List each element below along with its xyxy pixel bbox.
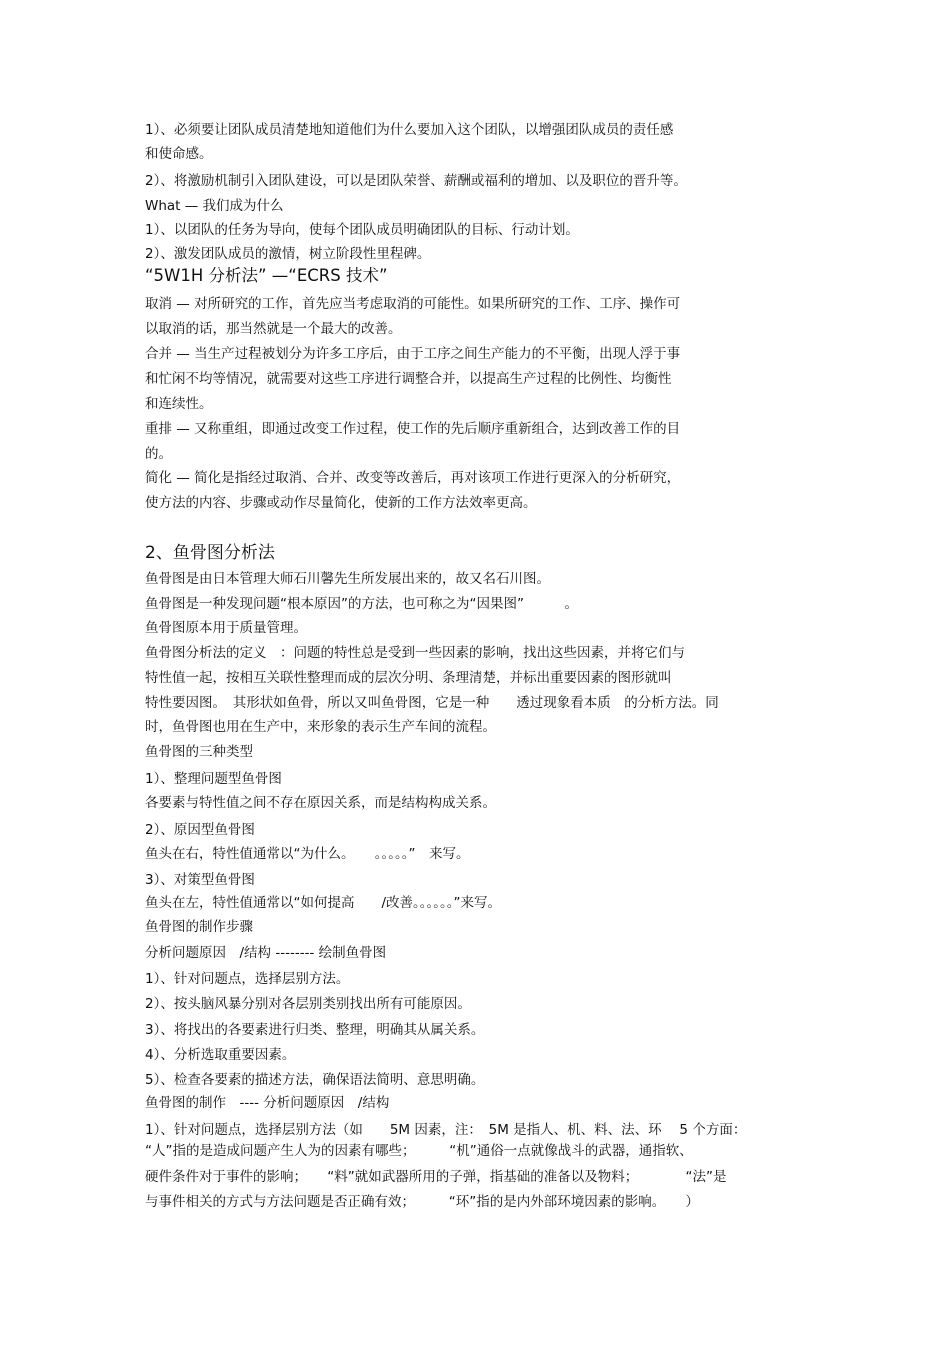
text-line: 1）、必须要让团队成员清楚地知道他们为什么要加入这个团队，以增强团队成员的责任感 bbox=[145, 122, 674, 138]
text-line: 鱼骨图的制作步骤 bbox=[145, 919, 253, 935]
text-line: What — 我们成为什么 bbox=[145, 198, 284, 214]
text-line: 鱼骨图原本用于质量管理。 bbox=[145, 620, 307, 636]
text-line: 重排 — 又称重组，即通过改变工作过程，使工作的先后顺序重新组合，达到改善工作的目 bbox=[145, 421, 681, 437]
text-line: 与事件相关的方式与方法问题是否正确有效； “环”指的是内外部环境因素的影响。 ） bbox=[145, 1194, 699, 1210]
text-line: 和连续性。 bbox=[145, 396, 213, 412]
text-line: 2）、激发团队成员的激情，树立阶段性里程碑。 bbox=[145, 246, 431, 262]
text-line: 1）、整理问题型鱼骨图 bbox=[145, 771, 282, 787]
text-line: 3）、将找出的各要素进行归类、整理，明确其从属关系。 bbox=[145, 1022, 485, 1038]
text-line: 合并 — 当生产过程被划分为许多工序后，由于工序之间生产能力的不平衡，出现人浮于事 bbox=[145, 346, 681, 362]
text-line: 鱼骨图是一种发现问题“根本原因”的方法，也可称之为“因果图” 。 bbox=[145, 596, 578, 612]
text-line: 时，鱼骨图也用在生产中，来形象的表示生产车间的流程。 bbox=[145, 719, 496, 735]
text-line: 的。 bbox=[145, 446, 172, 462]
text-line: 硬件条件对于事件的影响； “料”就如武器所用的子弹，指基础的准备以及物料； “法”是 bbox=[145, 1169, 727, 1185]
text-line: 使方法的内容、步骤或动作尽量简化，使新的工作方法效率更高。 bbox=[145, 495, 537, 511]
text-line: 鱼骨图的三种类型 bbox=[145, 744, 253, 760]
text-line: 5）、检查各要素的描述方法，确保语法简明、意思明确。 bbox=[145, 1072, 485, 1088]
text-line: 4）、分析选取重要因素。 bbox=[145, 1047, 296, 1063]
text-line: 2）、按头脑风暴分别对各层别类别找出所有可能原因。 bbox=[145, 996, 471, 1012]
text-line: 各要素与特性值之间不存在原因关系，而是结构构成关系。 bbox=[145, 795, 496, 811]
text-line: 鱼头在右，特性值通常以“为什么。 。。。。。” 来写。 bbox=[145, 846, 470, 862]
text-line: 取消 — 对所研究的工作，首先应当考虑取消的可能性。如果所研究的工作、工序、操作可 bbox=[145, 296, 681, 312]
text-line: 特性要因图。 其形状如鱼骨，所以又叫鱼骨图，它是一种 透过现象看本质 的分析方法。同 bbox=[145, 695, 719, 711]
text-line: 鱼骨图分析法的定义 ：问题的特性总是受到一些因素的影响，找出这些因素，并将它们与 bbox=[145, 645, 685, 661]
section-heading: “5W1H 分析法” —“ECRS 技术” bbox=[145, 266, 388, 285]
text-line: 2）、将激励机制引入团队建设，可以是团队荣誉、薪酬或福利的增加、以及职位的晋升等。 bbox=[145, 173, 687, 189]
text-line: 分析问题原因 /结构 -------- 绘制鱼骨图 bbox=[145, 945, 387, 961]
text-line: “人”指的是造成问题产生人为的因素有哪些； “机”通俗一点就像战斗的武器，通指软、 bbox=[145, 1143, 693, 1159]
text-line: 1）、针对问题点，选择层别方法（如 5M 因素，注： 5M 是指人、机、料、法、环 5 个方面： bbox=[145, 1122, 747, 1138]
text-line: 和忙闲不均等情况，就需要对这些工序进行调整合并，以提高生产过程的比例性、均衡性 bbox=[145, 371, 672, 387]
text-line: 3）、对策型鱼骨图 bbox=[145, 872, 255, 888]
text-line: 1）、针对问题点，选择层别方法。 bbox=[145, 971, 350, 987]
text-line: 2）、原因型鱼骨图 bbox=[145, 822, 255, 838]
text-line: 鱼头在左，特性值通常以“如何提高 /改善。。。。。。”来写。 bbox=[145, 895, 502, 911]
text-line: 特性值一起，按相互关联性整理而成的层次分明、条理清楚，并标出重要因素的图形就叫 bbox=[145, 670, 672, 686]
section-heading: 2、鱼骨图分析法 bbox=[145, 543, 275, 563]
text-line: 鱼骨图是由日本管理大师石川馨先生所发展出来的，故又名石川图。 bbox=[145, 571, 550, 587]
text-line: 以取消的话，那当然就是一个最大的改善。 bbox=[145, 321, 402, 337]
text-line: 和使命感。 bbox=[145, 146, 213, 162]
text-line: 1）、以团队的任务为导向，使每个团队成员明确团队的目标、行动计划。 bbox=[145, 222, 579, 238]
text-line: 鱼骨图的制作 ---- 分析问题原因 /结构 bbox=[145, 1095, 390, 1111]
text-line: 简化 — 简化是指经过取消、合并、改变等改善后，再对该项工作进行更深入的分析研究， bbox=[145, 470, 681, 486]
